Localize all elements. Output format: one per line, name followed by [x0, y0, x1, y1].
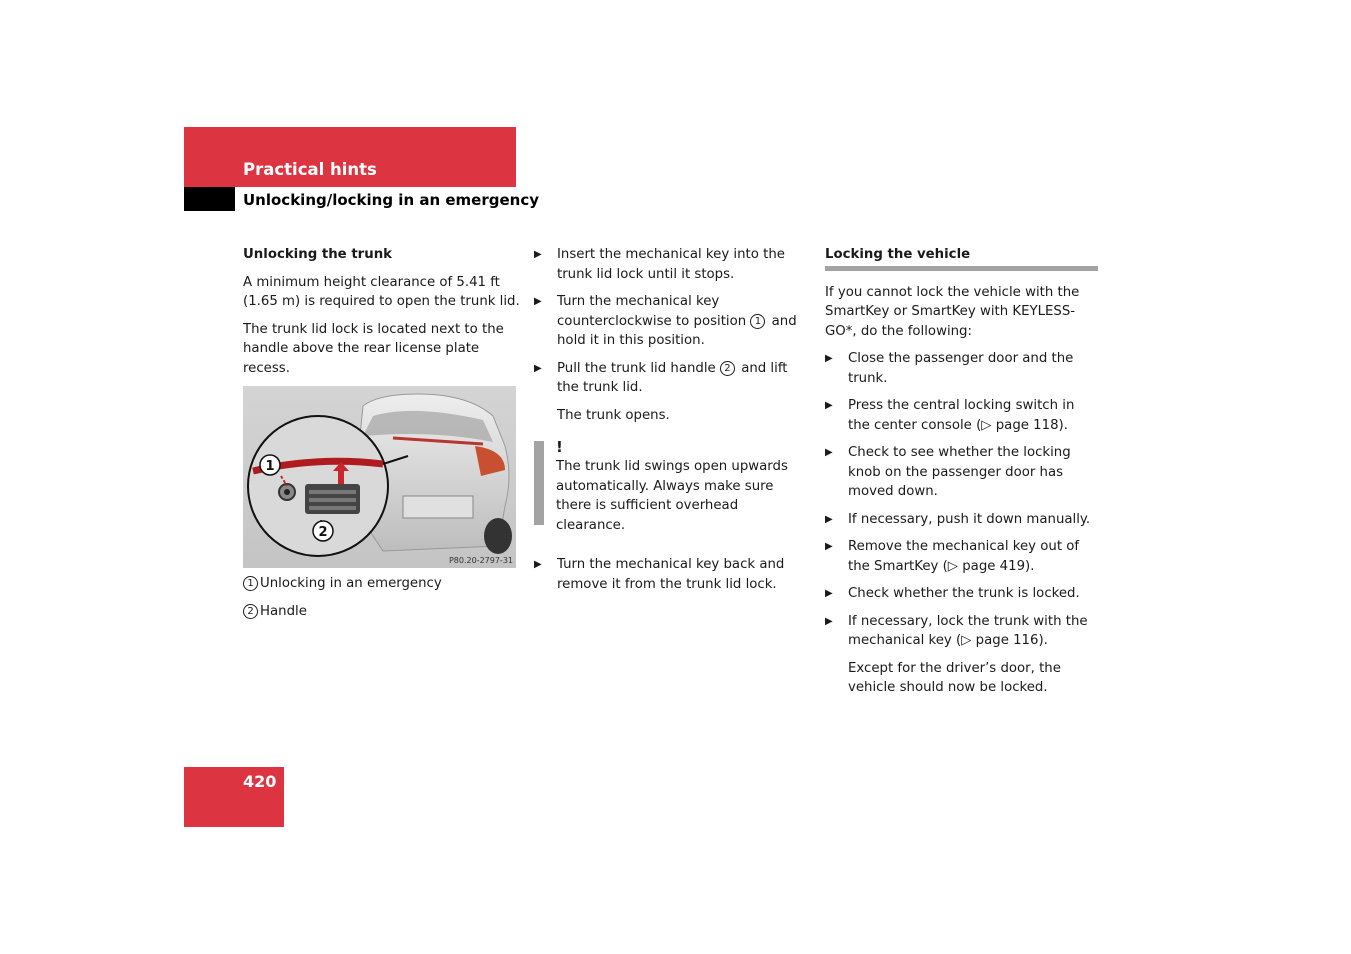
section-title: Practical hints: [243, 160, 377, 179]
step-item: [825, 537, 1098, 576]
legend-label: Unlocking in an emergency: [260, 576, 442, 591]
position-number: 1: [750, 314, 765, 329]
step-text: Check to see whether the locking knob on the passenger door has moved down.: [848, 445, 1071, 499]
bullet-arrow-icon: ▶: [534, 559, 542, 570]
locking-vehicle-heading: Locking the vehicle: [825, 245, 1098, 271]
legend-item: [243, 602, 523, 622]
bullet-arrow-icon: ▶: [825, 588, 833, 599]
legend-number: 2: [243, 604, 258, 619]
bullet-arrow-icon: ▶: [825, 400, 833, 411]
note-text: The trunk lid swings open upwards automatically. Always make sure there is sufficient overhead clearance.: [556, 459, 788, 533]
exclamation-icon: !: [556, 438, 563, 456]
clearance-paragraph: A minimum height clearance of 5.41 ft (1.65 m) is required to open the trunk lid.: [243, 274, 520, 309]
figure-code: P80.20-2797-31: [448, 556, 513, 565]
subsection-title: Unlocking/locking in an emergency: [243, 191, 540, 209]
column-locking-vehicle: [825, 245, 1098, 706]
step-item: [825, 584, 1098, 604]
locking-intro: If you cannot lock the vehicle with the SmartKey or SmartKey with KEYLESS-GO*, do the following:: [825, 284, 1080, 339]
bullet-arrow-icon: ▶: [825, 615, 833, 627]
step-text: Turn the mechanical key back and remove it from the trunk lid lock.: [557, 557, 785, 592]
step-text: Remove the mechanical key out of the SmartKey (▷ page 419).: [848, 539, 1080, 574]
step-result: The trunk opens.: [557, 407, 670, 423]
note-bar: [534, 441, 544, 525]
legend-number: 1: [243, 576, 258, 591]
step-item: [534, 292, 809, 351]
bullet-arrow-icon: ▶: [825, 447, 833, 458]
step-item: [534, 555, 809, 594]
step-result: Except for the driver’s door, the vehicle should now be locked.: [848, 660, 1061, 695]
legend-item: [243, 574, 523, 594]
step-item: [825, 443, 1098, 502]
bullet-arrow-icon: ▶: [534, 249, 542, 260]
step-text: If necessary, push it down manually.: [848, 511, 1091, 527]
warning-note: [534, 437, 809, 535]
step-text: Press the central locking switch in the center console (▷ page 118).: [848, 398, 1075, 433]
column-trunk-steps: [534, 245, 809, 602]
step-item: [534, 359, 809, 398]
step-item: [825, 349, 1098, 388]
step-text: Close the passenger door and the trunk.: [848, 351, 1074, 386]
position-number: 2: [720, 361, 735, 376]
bullet-arrow-icon: ▶: [825, 541, 833, 552]
bullet-arrow-icon: ▶: [825, 353, 833, 364]
step-item: [534, 245, 809, 284]
step-text: Pull the trunk lid handle: [557, 360, 716, 376]
step-text: Check whether the trunk is locked.: [848, 586, 1080, 601]
legend-label: Handle: [260, 603, 307, 619]
bullet-arrow-icon: ▶: [534, 362, 542, 374]
step-text: and lift the trunk lid.: [557, 360, 788, 395]
trunk-illustration-svg: [243, 386, 516, 568]
step-text: If necessary, lock the trunk with the mechanical key (▷ page 116).: [848, 613, 1088, 648]
bullet-arrow-icon: ▶: [534, 296, 542, 307]
marker-1: 1: [265, 459, 275, 474]
lock-location-paragraph: The trunk lid lock is located next to the handle above the rear license plate recess.: [243, 321, 504, 376]
bullet-arrow-icon: ▶: [825, 513, 833, 525]
step-text: and hold it in this position.: [557, 313, 797, 348]
step-text: Turn the mechanical key counterclockwise to position: [557, 294, 747, 329]
step-item: [825, 510, 1098, 530]
step-item: [825, 612, 1098, 651]
column-unlocking-trunk: [243, 245, 523, 629]
page-number: 420: [243, 772, 277, 791]
marker-2: 2: [318, 525, 328, 540]
step-item: [825, 396, 1098, 435]
trunk-lid-illustration: [243, 386, 516, 568]
subsection-marker: [184, 187, 235, 211]
unlocking-trunk-heading: Unlocking the trunk: [243, 247, 393, 262]
step-text: Insert the mechanical key into the trunk lid lock until it stops.: [557, 247, 785, 282]
